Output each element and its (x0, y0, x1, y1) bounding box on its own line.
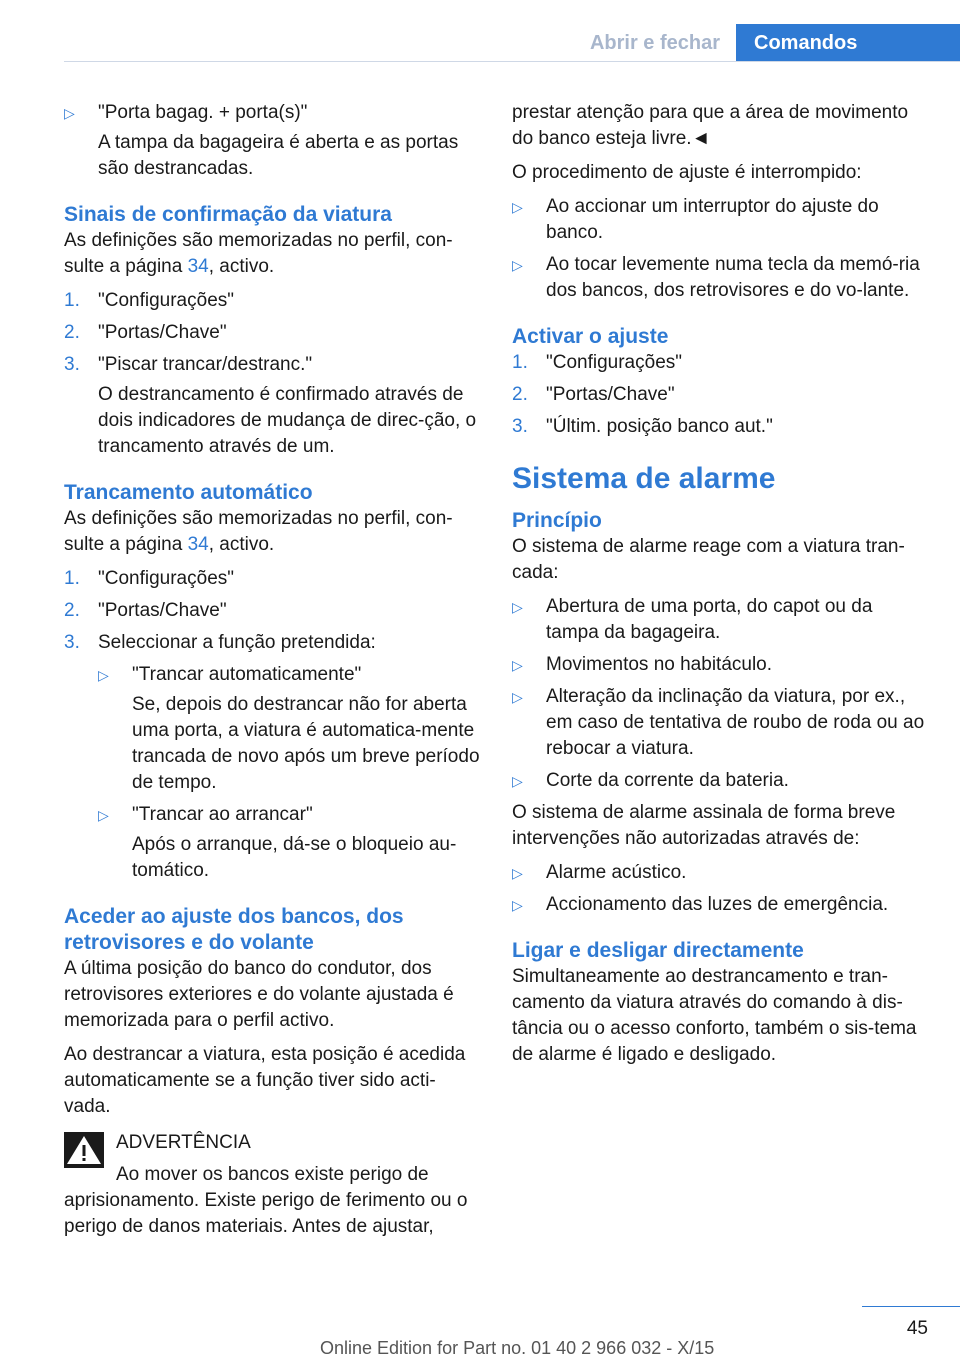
step-number: 1. (64, 568, 80, 589)
step-item (64, 566, 480, 592)
text: , activo. (208, 534, 275, 555)
text: As definições são memorizadas no perfil, con-sulte a página (64, 508, 453, 555)
step-item (512, 414, 928, 440)
list-item (512, 684, 928, 762)
step-label: "Configurações" (546, 352, 683, 373)
page-link[interactable]: 34 (187, 534, 209, 555)
option-desc: Após o arranque, dá-se o bloqueio au-tomático. (132, 834, 457, 881)
step-number: 2. (512, 384, 528, 405)
edition-text: Online Edition for Part no. 01 40 2 966 032 - X/15 (320, 1338, 715, 1358)
triangle-bullet-icon: ▷ (512, 865, 523, 881)
list-item-text: Alteração da inclinação da viatura, por ex., em caso de tentativa de roubo de roda ou ao rebocar a viatura. (546, 686, 925, 759)
step-number: 2. (64, 322, 80, 343)
section-heading: Ligar e desligar directamente (512, 939, 804, 962)
list-item (512, 594, 928, 646)
step-item (64, 288, 480, 314)
option-desc: A tampa da bagageira é aberta e as portas são destrancadas. (98, 132, 459, 179)
page-header (0, 0, 960, 62)
triangle-bullet-icon: ▷ (512, 599, 523, 615)
warning-box (64, 1130, 480, 1240)
triangle-bullet-icon: ▷ (98, 667, 109, 683)
chapter-heading: Sistema de alarme (512, 462, 776, 495)
list-item-text: Movimentos no habitáculo. (546, 654, 773, 675)
list-item (512, 768, 928, 794)
paragraph: prestar atenção para que a área de movimento do banco esteja livre.◄ (512, 102, 909, 149)
list-item-text: Ao tocar levemente numa tecla da memó-ria dos bancos, dos retrovisores e do vo-lante. (546, 254, 920, 301)
paragraph: Ao destrancar a viatura, esta posição é acedida automaticamente se a função tiver sido acti-vada. (64, 1044, 466, 1117)
list-item (512, 892, 928, 918)
triangle-bullet-icon: ▷ (64, 105, 75, 121)
step-number: 3. (64, 632, 80, 653)
list-item (98, 662, 480, 796)
triangle-bullet-icon: ▷ (512, 897, 523, 913)
option-label: "Trancar automaticamente" (132, 664, 362, 685)
warning-title: ADVERTÊNCIA (116, 1132, 251, 1153)
step-label: "Portas/Chave" (98, 600, 227, 621)
paragraph: A última posição do banco do condutor, dos retrovisores exteriores e do volante ajustada é memorizada para o perfil activo. (64, 958, 454, 1031)
step-desc: O destrancamento é confirmado através de dois indicadores de mudança de direc-ção, o trancamento através de um. (98, 384, 477, 457)
section-tab[interactable]: Abrir e fechar (589, 32, 720, 54)
step-number: 1. (512, 352, 528, 373)
page-number: 45 (906, 1318, 928, 1339)
step-label: "Configurações" (98, 290, 235, 311)
paragraph: O sistema de alarme assinala de forma breve intervenções não autorizadas através de: (512, 802, 896, 849)
paragraph (64, 506, 480, 558)
right-column (512, 100, 928, 1076)
section-heading: Trancamento automático (64, 481, 313, 504)
list-item-text: Alarme acústico. (546, 862, 687, 883)
step-label: "Portas/Chave" (546, 384, 675, 405)
list-item (512, 860, 928, 886)
option-label: "Porta bagag. + porta(s)" (98, 102, 308, 123)
step-label: "Piscar trancar/destranc." (98, 354, 313, 375)
step-label: "Últim. posição banco aut." (546, 416, 773, 437)
section-heading: Activar o ajuste (512, 325, 669, 348)
list-item (512, 652, 928, 678)
step-number: 3. (64, 354, 80, 375)
paragraph (64, 228, 480, 280)
step-item (512, 382, 928, 408)
list-item-text: Corte da corrente da bateria. (546, 770, 789, 791)
header-rule (64, 61, 960, 62)
triangle-bullet-icon: ▷ (512, 689, 523, 705)
step-number: 3. (512, 416, 528, 437)
page-link[interactable]: 34 (187, 256, 209, 277)
option-label: "Trancar ao arrancar" (132, 804, 313, 825)
step-item (64, 352, 480, 460)
text: As definições são memorizadas no perfil, con-sulte a página (64, 230, 453, 277)
paragraph: O sistema de alarme reage com a viatura tran-cada: (512, 536, 905, 583)
triangle-bullet-icon: ▷ (98, 807, 109, 823)
step-label: Seleccionar a função pretendida: (98, 632, 376, 653)
list-item-text: Accionamento das luzes de emergência. (546, 894, 889, 915)
section-heading: Princípio (512, 509, 602, 532)
warning-text: aprisionamento. Existe perigo de ferimento ou o perigo de danos materiais. Antes de ajustar, (64, 1190, 468, 1237)
step-item (64, 598, 480, 624)
paragraph: Simultaneamente ao destrancamento e tran-camento da viatura através do comando à dis-tância ou o acesso conforto, também o sis-tema de alarme é ligado e desligado. (512, 966, 917, 1065)
warning-icon (64, 1132, 104, 1168)
triangle-bullet-icon: ▷ (512, 257, 523, 273)
list-item-text: Abertura de uma porta, do capot ou da tampa da bagageira. (546, 596, 873, 643)
step-item (64, 630, 480, 884)
list-item (98, 802, 480, 884)
triangle-bullet-icon: ▷ (512, 773, 523, 789)
left-column (64, 100, 480, 1240)
step-item (64, 320, 480, 346)
option-desc: Se, depois do destrancar não for aberta uma porta, a viatura é automatica-mente trancada de novo após um breve período de tempo. (132, 694, 480, 793)
list-item (512, 252, 928, 304)
section-heading: Sinais de confirmação da viatura (64, 203, 392, 226)
list-item (64, 100, 480, 182)
step-item (512, 350, 928, 376)
chapter-tab[interactable]: Comandos (736, 24, 960, 62)
paragraph: O procedimento de ajuste é interrompido: (512, 162, 862, 183)
list-item (512, 194, 928, 246)
step-number: 1. (64, 290, 80, 311)
section-heading: Aceder ao ajuste dos bancos, dos retrovisores e do volante (64, 905, 404, 954)
footer-rule (862, 1306, 960, 1307)
text: , activo. (208, 256, 275, 277)
step-label: "Portas/Chave" (98, 322, 227, 343)
step-number: 2. (64, 600, 80, 621)
warning-first-line: Ao mover os bancos existe perigo de (116, 1164, 429, 1185)
triangle-bullet-icon: ▷ (512, 199, 523, 215)
list-item-text: Ao accionar um interruptor do ajuste do banco. (546, 196, 879, 243)
triangle-bullet-icon: ▷ (512, 657, 523, 673)
step-label: "Configurações" (98, 568, 235, 589)
